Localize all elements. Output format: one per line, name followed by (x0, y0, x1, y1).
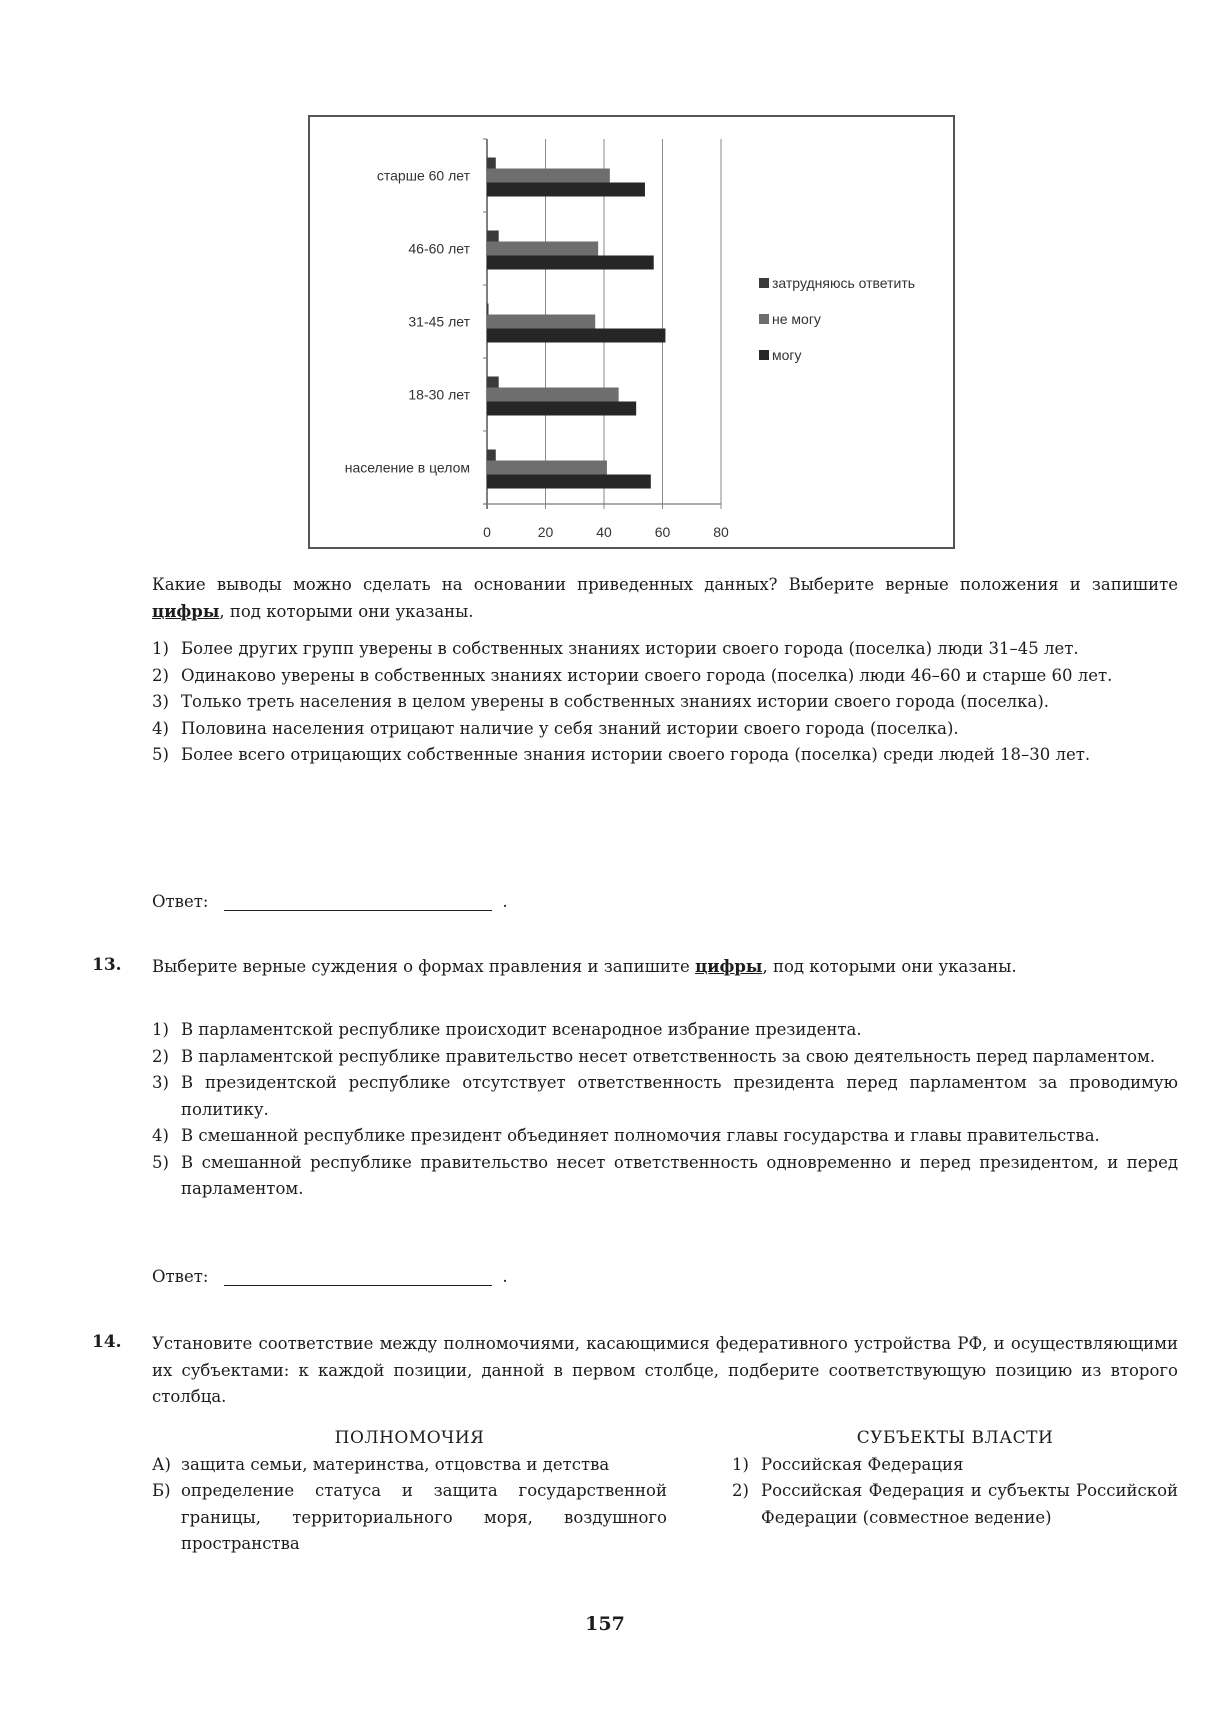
bar (487, 329, 665, 343)
q12-answer (152, 892, 508, 911)
option-number: 3) (152, 1073, 169, 1092)
answer-label: Ответ: (152, 892, 209, 911)
q13-option-5 (152, 1150, 1178, 1203)
item-text: защита семьи, материнства, отцовства и детства (181, 1454, 610, 1474)
option-text: В парламентской республике правительство несет ответственность за свою деятельность перед парламентом. (181, 1046, 1156, 1066)
option-text: Более всего отрицающих собственные знания истории своего города (поселка) среди людей 18–30 лет. (181, 745, 1091, 764)
q14-right-item-2 (732, 1478, 1178, 1531)
option-text: Только треть населения в целом уверены в собственных знаниях истории своего города (поселка). (181, 692, 1049, 711)
answer-period: . (502, 1267, 508, 1286)
bar (487, 402, 636, 416)
legend-swatch (759, 278, 769, 288)
bar (487, 450, 496, 461)
q13-option-1 (152, 1017, 1178, 1044)
x-tick-label: 40 (596, 524, 612, 540)
option-number: 5) (152, 1152, 169, 1172)
q12-prompt-text: Какие выводы можно сделать на основании приведенных данных? Выберите верные положения и запишите (152, 575, 1178, 594)
bar (487, 461, 607, 475)
option-number: 3) (152, 692, 169, 711)
answer-period: . (502, 892, 508, 911)
q14-left-item-b (152, 1478, 667, 1558)
bar (487, 304, 489, 315)
bar (487, 183, 645, 197)
item-text: Российская Федерация и субъекты Российской Федерации (совместное ведение) (761, 1481, 1178, 1527)
q12-prompt (152, 572, 1178, 625)
q12-prompt-emphasis: цифры (152, 601, 220, 621)
option-number: 5) (152, 745, 169, 764)
option-text: В парламентской республике происходит всенародное избрание президента. (181, 1020, 862, 1039)
bar (487, 256, 654, 270)
option-number: 1) (152, 639, 169, 658)
legend-swatch (759, 314, 769, 324)
q12-answer-field[interactable] (224, 892, 492, 911)
q13-prompt-text-end: , под которыми они указаны. (762, 957, 1017, 976)
q14-number: 14. (92, 1332, 122, 1352)
option-number: 1) (152, 1020, 169, 1039)
legend-label: затрудняюсь ответить (772, 275, 916, 291)
option-text: Одинаково уверены в собственных знаниях истории своего города (поселка) люди 46–60 и старше 60 лет. (181, 665, 1113, 685)
q14-right-item-1 (732, 1452, 1178, 1479)
q14-left-column (152, 1425, 667, 1558)
bar (487, 242, 598, 256)
q12-option-1 (152, 636, 1178, 663)
x-tick-label: 80 (713, 524, 729, 540)
bar (487, 388, 619, 402)
q14-left-item-a (152, 1452, 667, 1479)
q13-option-2 (152, 1044, 1178, 1071)
bar (487, 231, 499, 242)
q12-option-3 (152, 689, 1178, 716)
q12-options (152, 636, 1178, 769)
q14-left-header: ПОЛНОМОЧИЯ (334, 1428, 485, 1448)
q13-answer-field[interactable] (224, 1267, 492, 1286)
bar (487, 158, 496, 169)
category-label: старше 60 лет (376, 167, 470, 184)
chart-frame (308, 115, 955, 549)
q13-option-3 (152, 1070, 1178, 1123)
q13-prompt-text: Выберите верные суждения о формах правления и запишите (152, 957, 696, 976)
x-tick-label: 0 (483, 524, 491, 540)
q13-prompt-emphasis: цифры (695, 957, 763, 976)
option-number: 2) (152, 1046, 169, 1066)
category-label: 18-30 лет (408, 386, 470, 403)
option-text: Половина населения отрицают наличие у себя знаний истории своего города (поселка). (181, 718, 959, 738)
item-letter: А) (152, 1454, 171, 1474)
legend-label: могу (772, 347, 802, 363)
page-number: 157 (585, 1613, 625, 1635)
option-number: 4) (152, 718, 169, 738)
item-text: Российская Федерация (761, 1454, 964, 1474)
option-text: В президентской республике отсутствует ответственность президента перед парламентом за проводимую политику. (181, 1073, 1178, 1119)
item-text: определение статуса и защита государственной границы, территориального моря, воздушного пространства (181, 1481, 667, 1553)
q13-prompt (152, 954, 1178, 981)
option-number: 4) (152, 1126, 169, 1145)
item-number: 2) (732, 1481, 749, 1500)
option-number: 2) (152, 665, 169, 685)
category-label: 31-45 лет (408, 313, 470, 330)
bar (487, 315, 595, 329)
q14-prompt: Установите соответствие между полномочиями, касающимися федеративного устройства РФ, и осуществляющими их субъектами: к каждой позиции, данной в первом столбце, подберите соответствующую позицию из второго столбца. (152, 1334, 1178, 1406)
q12-prompt-text-end: , под которыми они указаны. (219, 601, 474, 621)
q13-number: 13. (92, 955, 122, 975)
q12-option-2 (152, 663, 1178, 690)
bar (487, 475, 651, 489)
answer-label: Ответ: (152, 1267, 209, 1286)
bar (487, 377, 499, 388)
legend-label: не могу (772, 311, 821, 327)
item-number: 1) (732, 1454, 749, 1474)
option-text: В смешанной республике правительство несет ответственность одновременно и перед президентом, и перед парламентом. (181, 1152, 1178, 1198)
option-text: Более других групп уверены в собственных знаниях истории своего города (поселка) люди 31–45 лет. (181, 639, 1079, 658)
x-tick-label: 20 (537, 524, 554, 540)
legend-swatch (759, 350, 769, 360)
x-tick-label: 60 (654, 524, 671, 540)
category-label: 46-60 лет (408, 240, 470, 257)
option-text: В смешанной республике президент объединяет полномочия главы государства и главы правительства. (181, 1126, 1100, 1145)
item-letter: Б) (152, 1481, 171, 1500)
q14-right-column (732, 1425, 1178, 1531)
q12-option-5 (152, 742, 1178, 769)
q13-option-4 (152, 1123, 1178, 1150)
q13-options (152, 1017, 1178, 1203)
q12-option-4 (152, 716, 1178, 743)
q13-answer (152, 1267, 508, 1286)
q14-right-header: СУБЪЕКТЫ ВЛАСТИ (856, 1428, 1054, 1448)
bar (487, 169, 610, 183)
bar-chart (310, 117, 957, 551)
category-label: население в целом (344, 459, 470, 476)
